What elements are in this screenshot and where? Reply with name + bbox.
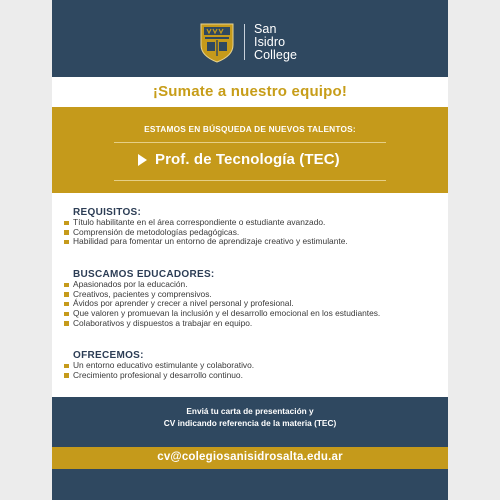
list-item-text: Crecimiento profesional y desarrollo continuo. bbox=[73, 369, 243, 380]
list-item-text: Comprensión de metodologías pedagógicas. bbox=[73, 226, 240, 237]
bullet-square-icon bbox=[64, 312, 69, 317]
list-item-text: Ávidos por aprender y crecer a nivel personal y profesional. bbox=[73, 298, 294, 309]
school-logo bbox=[198, 20, 297, 64]
list-item-text: Título habilitante en el área correspondiente o estudiante avanzado. bbox=[73, 217, 326, 227]
list-item-text: Un entorno educativo estimulante y colaborativo. bbox=[73, 360, 255, 370]
vacancy-role: Prof. de Tecnología (TEC) bbox=[155, 151, 340, 168]
banner-divider-top bbox=[114, 142, 386, 143]
section-title: OFRECEMOS: bbox=[73, 350, 144, 361]
school-name-line2: Isidro bbox=[254, 34, 286, 49]
list-item bbox=[64, 371, 254, 381]
bullet-square-icon bbox=[64, 230, 69, 235]
email-band bbox=[52, 447, 448, 469]
list-item-text: Apasionados por la educación. bbox=[73, 279, 188, 289]
job-poster bbox=[52, 0, 448, 500]
play-arrow-icon bbox=[138, 154, 147, 166]
section-title: BUSCAMOS EDUCADORES: bbox=[73, 269, 215, 280]
bullet-square-icon bbox=[64, 240, 69, 245]
section-title: REQUISITOS: bbox=[73, 207, 142, 218]
tagline: ¡Sumate a nuestro equipo! bbox=[152, 83, 348, 100]
list-item bbox=[64, 237, 348, 247]
bullet-square-icon bbox=[64, 321, 69, 326]
bullet-square-icon bbox=[64, 221, 69, 226]
list-item-text: Habilidad para fomentar un entorno de aprendizaje creativo y estimulante. bbox=[73, 236, 348, 247]
list-item-text: Que valoren y promuevan la inclusión y el desarrollo emocional en los estudiantes. bbox=[73, 308, 381, 319]
banner-divider-bottom bbox=[114, 180, 386, 181]
bullet-square-icon bbox=[64, 292, 69, 297]
bullet-square-icon bbox=[64, 364, 69, 369]
header-band bbox=[52, 0, 448, 77]
offer-list bbox=[64, 361, 254, 380]
instructions-line2: CV indicando referencia de la materia (TEC) bbox=[163, 418, 337, 428]
vacancy-intro: ESTAMOS EN BÚSQUEDA DE NUEVOS TALENTOS: bbox=[144, 124, 356, 134]
contact-email: cv@colegiosanisidrosalta.edu.ar bbox=[157, 451, 343, 463]
requirements-list bbox=[64, 218, 348, 247]
educators-list bbox=[64, 280, 380, 329]
application-instructions bbox=[52, 397, 448, 447]
vacancy-banner bbox=[52, 107, 448, 193]
bullet-square-icon bbox=[64, 302, 69, 307]
logo-divider bbox=[244, 24, 245, 60]
school-name-line1: San bbox=[254, 21, 277, 36]
vacancy-role-row bbox=[138, 151, 340, 168]
tagline-band bbox=[52, 77, 448, 107]
school-name bbox=[254, 23, 297, 62]
bullet-square-icon bbox=[64, 283, 69, 288]
school-name-line3: College bbox=[254, 47, 298, 62]
bottom-band bbox=[52, 469, 448, 500]
list-item bbox=[64, 319, 380, 329]
school-crest-icon bbox=[198, 21, 236, 63]
list-item-text: Creativos, pacientes y comprensivos. bbox=[73, 288, 212, 299]
bullet-square-icon bbox=[64, 373, 69, 378]
list-item-text: Colaborativos y dispuestos a trabajar en equipo. bbox=[73, 317, 253, 328]
instructions-line1: Enviá tu carta de presentación y bbox=[186, 406, 314, 416]
